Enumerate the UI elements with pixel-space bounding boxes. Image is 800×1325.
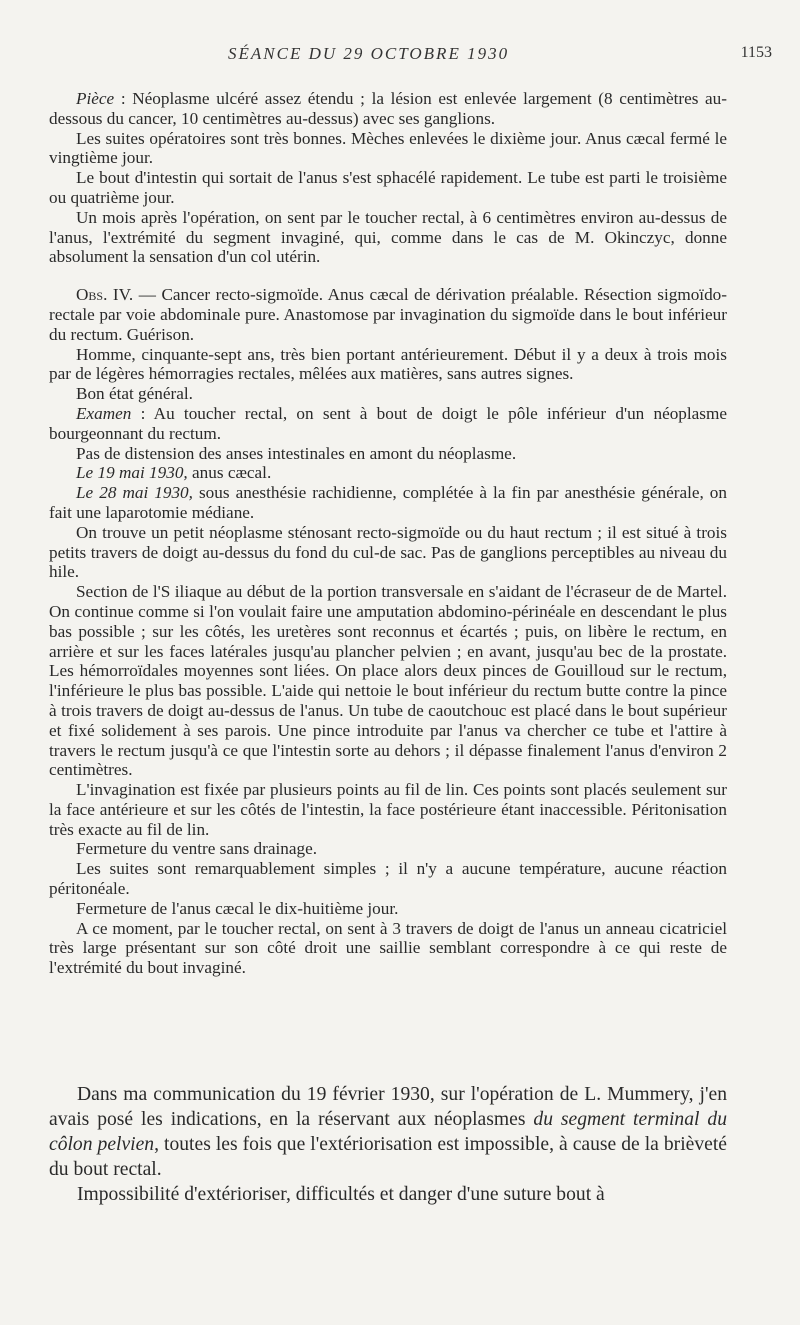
- paragraph-label: Examen: [76, 403, 132, 423]
- paragraph: Fermeture du ventre sans drainage.: [76, 839, 318, 859]
- observation-heading: [49, 285, 727, 344]
- page-number: 1153: [740, 44, 772, 61]
- paragraph: On trouve un petit néoplasme sténosant recto-sigmoïde ou du haut rectum ; il est situé à trois petits travers de doigt au-dessus du fond du cul-de sac. Pas de ganglions perceptibles au niveau du hile.: [49, 522, 727, 582]
- paragraph: Section de l'S iliaque au début de la portion transversale en s'aidant de l'écraseur de de Martel. On continue comme si l'on voulait faire une amputation abdomino-périnéale en descendant le plus bas possible ; sur les côtés, les uretères sont reconnus et écartés ; puis, on libère le rectum, en arrière et sur les faces latérales jusqu'au plancher pelvien ; en avant, jusqu'au bec de la prostate. Les hémorroïdales moyennes sont liées. On place alors deux pinces de Gouilloud sur le rectum, l'inférieure le plus bas possible. L'aide qui nettoie le bout inférieur du rectum butte contre la pince à trois travers de doigt au-dessus de l'anus. Un tube de caoutchouc est placé dans le bout supérieur et fixé solidement à ses parois. Une pince introduite par l'anus va chercher ce tube et l'attire à travers le rectum jusqu'à ce que l'intestin sorte au dehors ; il dépasse finalement l'anus d'environ 2 centimètres.: [49, 582, 727, 780]
- paragraph-text: Dans ma communication du 19 février 1930, sur l'opération de L. Mummery, j'en avais posé les indications, en la réservant aux néoplasmes: [49, 1084, 727, 1130]
- paragraph-text: anus cæcal.: [187, 463, 272, 483]
- discussion-paragraph: Impossibilité d'extérioriser, difficultés et danger d'une suture bout à: [77, 1184, 605, 1205]
- paragraph-date: [49, 463, 727, 483]
- paragraph-piece: [49, 89, 727, 129]
- paragraph: Pas de distension des anses intestinales en amont du néoplasme.: [76, 443, 517, 463]
- paragraph: L'invagination est fixée par plusieurs points au fil de lin. Ces points sont placés seulement sur la face antérieure et sur les côtés de l'intestin, la face postérieure étant inaccessible. Péritonisation très exacte au fil de lin.: [49, 780, 727, 839]
- paragraph-date: [49, 483, 727, 523]
- paragraph: Le bout d'intestin qui sortait de l'anus s'est sphacélé rapidement. Le tube est parti le troisième ou quatrième jour.: [49, 168, 727, 207]
- paragraph: Les suites sont remarquablement simples ; il n'y a aucune température, aucune réaction péritonéale.: [49, 859, 727, 899]
- paragraph: Les suites opératoires sont très bonnes. Mèches enlevées le dixième jour. Anus cæcal fermé le vingtième jour.: [49, 128, 727, 168]
- discussion-text: [49, 1082, 727, 1207]
- running-head-title: SÉANCE DU 29 OCTOBRE 1930: [228, 44, 510, 63]
- paragraph-text: : Au toucher rectal, on sent à bout de doigt le pôle inférieur d'un néoplasme bourgeonnant du rectum.: [49, 403, 727, 443]
- paragraph-examen: [49, 404, 727, 444]
- paragraph-label: Le 28 mai 1930,: [76, 483, 193, 503]
- paragraph-text: sous anesthésie rachidienne, complétée à la fin par anesthésie générale, on fait une laparotomie médiane.: [49, 483, 727, 522]
- case-report-body: [49, 89, 727, 978]
- paragraph-text: — Cancer recto-sigmoïde. Anus cæcal de dérivation préalable. Résection sigmoïdo-rectale par voie abdominale pure. Anastomose par invagination du sigmoïde dans le bout inférieur du rectum. Guérison.: [49, 285, 727, 344]
- paragraph-text: , toutes les fois que l'extériorisation est impossible, à cause de la brièveté du bout rectal.: [49, 1134, 727, 1180]
- paragraph-label: Pièce: [76, 89, 115, 108]
- paragraph-text: : Néoplasme ulcéré assez étendu ; la lésion est enlevée largement (8 centimètres au-dessous du cancer, 10 centimètres au-dessus) avec ses ganglions.: [49, 89, 727, 128]
- paragraph: Bon état général.: [76, 384, 193, 404]
- paragraph-label: Le 19 mai 1930,: [76, 463, 188, 483]
- observation-label: Obs. IV.: [76, 285, 134, 305]
- running-head: [0, 44, 800, 66]
- paragraph: A ce moment, par le toucher rectal, on sent à 3 travers de doigt de l'anus un anneau cicatriciel très large présentant sur son côté droit une saillie semblant correspondre à ce qui reste de l'extrémité du bout invaginé.: [49, 918, 727, 978]
- discussion-paragraph: [49, 1082, 727, 1182]
- paragraph: Homme, cinquante-sept ans, très bien portant antérieurement. Début il y a deux à trois mois par de légères hémorragies rectales, mêlées aux matières, sans autres signes.: [49, 344, 727, 384]
- italic-phrase: du segment terminal du côlon pelvien: [49, 1109, 727, 1155]
- paragraph: Un mois après l'opération, on sent par le toucher rectal, à 6 centimètres environ au-dessus de l'anus, l'extrémité du segment invaginé, qui, comme dans le cas de M. Okinczyc, donne absolument la sensation d'un col utérin.: [49, 207, 727, 267]
- paragraph: Fermeture de l'anus cæcal le dix-huitième jour.: [76, 898, 399, 918]
